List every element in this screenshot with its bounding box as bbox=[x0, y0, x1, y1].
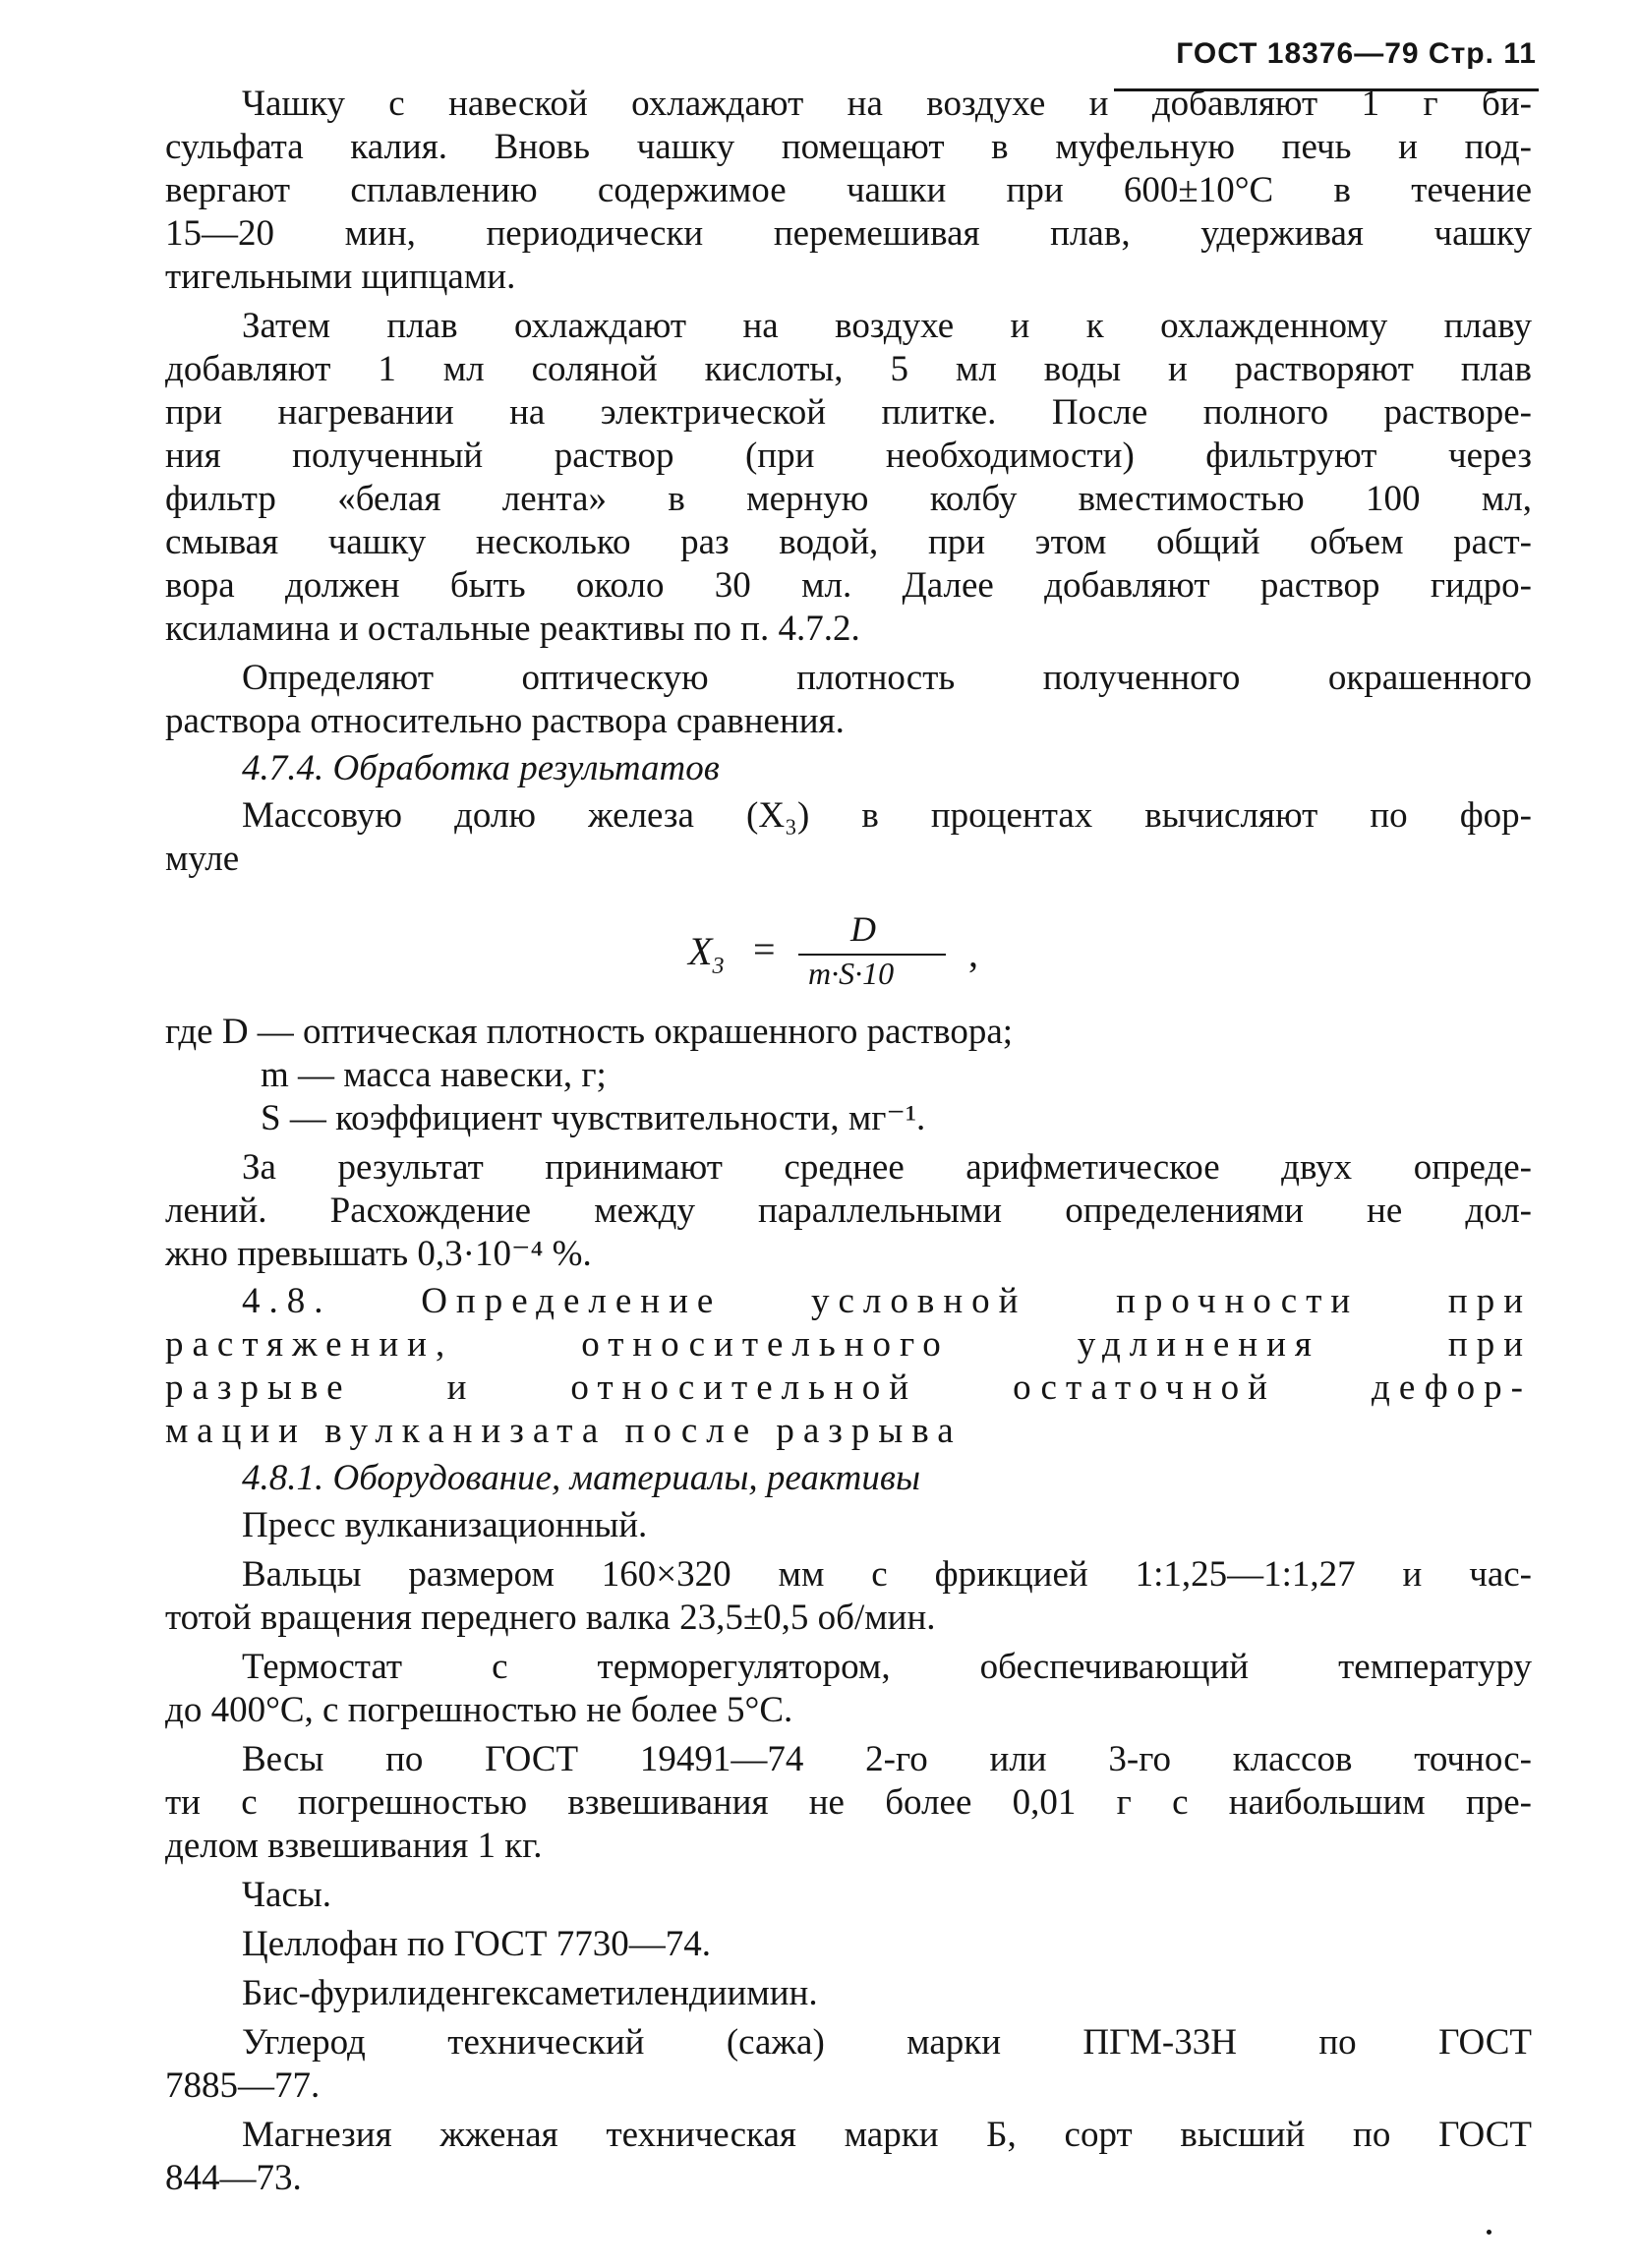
text-line: ксиламина и остальные реактивы по п. 4.7.2. bbox=[165, 609, 860, 649]
section-heading: растяжении, относительного удлинения при bbox=[165, 1324, 1532, 1365]
text-line: муле bbox=[165, 839, 240, 879]
list-item: делом взвешивания 1 кг. bbox=[165, 1826, 543, 1866]
text-line: вергают сплавлению содержимое чашки при 600±10°С в течение bbox=[165, 170, 1532, 210]
text-line: Чашку с навеской охлаждают на воздухе и добавляют 1 г би- bbox=[242, 84, 1532, 124]
text-line: фильтр «белая лента» в мерную колбу вместимостью 100 мл, bbox=[165, 479, 1532, 519]
formula-lhs bbox=[688, 928, 724, 980]
formula-denominator: m·S·10 bbox=[808, 956, 895, 991]
list-item: тотой вращения переднего валка 23,5±0,5 об/мин. bbox=[165, 1598, 936, 1638]
list-item: Целлофан по ГОСТ 7730—74. bbox=[242, 1924, 711, 1964]
section-title-text: 4.8.1. Оборудование, материалы, реактивы bbox=[242, 1458, 921, 1498]
text-line: ния полученный раствор (при необходимости) фильтруют через bbox=[165, 436, 1532, 476]
list-item: Пресс вулканизационный. bbox=[242, 1505, 648, 1545]
formula-lhs-symbol: X bbox=[688, 929, 713, 973]
list-item: Весы по ГОСТ 19491—74 2-го или 3-го классов точнос- bbox=[242, 1739, 1532, 1779]
text-line: тигельными щипцами. bbox=[165, 257, 516, 297]
list-item: Магнезия жженая техническая марки Б, сорт высший по ГОСТ bbox=[242, 2115, 1532, 2155]
stray-mark bbox=[1487, 2230, 1491, 2235]
formula bbox=[688, 909, 1003, 993]
section-title bbox=[242, 747, 1532, 790]
page-number: Стр. 11 bbox=[1428, 37, 1537, 70]
text-line: вора должен быть около 30 мл. Далее добавляют раствор гидро- bbox=[165, 565, 1532, 606]
page-header bbox=[1116, 37, 1537, 71]
section-heading: мации вулканизата после разрыва bbox=[165, 1411, 963, 1451]
legend-line: где D — оптическая плотность окрашенного раствора; bbox=[165, 1012, 1014, 1052]
gost-number: ГОСТ 18376—79 bbox=[1176, 37, 1420, 70]
formula-equals: = bbox=[753, 927, 776, 971]
list-item: Бис-фурилиденгексаметилендиимин. bbox=[242, 1973, 818, 2013]
formula-numerator: D bbox=[850, 909, 876, 949]
section-title-text: 4.7.4. Обработка результатов bbox=[242, 748, 720, 788]
section-heading: 4.8. Определение условной прочности при bbox=[242, 1281, 1532, 1321]
text-line: раствора относительно раствора сравнения. bbox=[165, 701, 845, 741]
text-line: Определяют оптическую плотность полученного окрашенного bbox=[242, 658, 1532, 698]
text-line: добавляют 1 мл соляной кислоты, 5 мл воды и растворяют плав bbox=[165, 349, 1532, 389]
text-line: Затем плав охлаждают на воздухе и к охлажденному плаву bbox=[242, 306, 1532, 346]
list-item: 7885—77. bbox=[165, 2065, 321, 2106]
formula-comma: , bbox=[968, 931, 978, 975]
list-item: Часы. bbox=[242, 1875, 332, 1915]
text-line: смывая чашку несколько раз водой, при этом общий объем раст- bbox=[165, 522, 1532, 562]
legend-line: m — масса навески, г; bbox=[261, 1055, 607, 1095]
text-line: сульфата калия. Вновь чашку помещают в муфельную печь и под- bbox=[165, 127, 1532, 167]
list-item: Вальцы размером 160×320 мм с фрикцией 1:1,25—1:1,27 и час- bbox=[242, 1554, 1532, 1595]
text-line: 15—20 мин, периодически перемешивая плав, удерживая чашку bbox=[165, 213, 1532, 254]
list-item: до 400°С, с погрешностью не более 5°С. bbox=[165, 1690, 793, 1730]
list-item: ти с погрешностью взвешивания не более 0,01 г с наибольшим пре- bbox=[165, 1782, 1532, 1823]
section-title bbox=[242, 1457, 1532, 1500]
text-line: За результат принимают среднее арифметическое двух опреде- bbox=[242, 1147, 1532, 1188]
list-item: Углерод технический (сажа) марки ПГМ-33Н по ГОСТ bbox=[242, 2022, 1532, 2063]
text-line: Массовую долю железа (X₃) в процентах вычисляют по фор- bbox=[242, 795, 1532, 836]
text-line: лений. Расхождение между параллельными определениями не дол- bbox=[165, 1191, 1532, 1231]
list-item: 844—73. bbox=[165, 2158, 302, 2198]
text-line: жно превышать 0,3·10⁻⁴ %. bbox=[165, 1234, 592, 1274]
section-heading: разрыве и относительной остаточной дефор- bbox=[165, 1367, 1532, 1408]
formula-lhs-sub: 3 bbox=[712, 954, 725, 979]
list-item: Термостат с терморегулятором, обеспечивающий температуру bbox=[242, 1647, 1532, 1687]
text-line: при нагревании на электрической плитке. После полного растворе- bbox=[165, 392, 1532, 433]
legend-line: S — коэффициент чувствительности, мг⁻¹. bbox=[261, 1098, 926, 1138]
